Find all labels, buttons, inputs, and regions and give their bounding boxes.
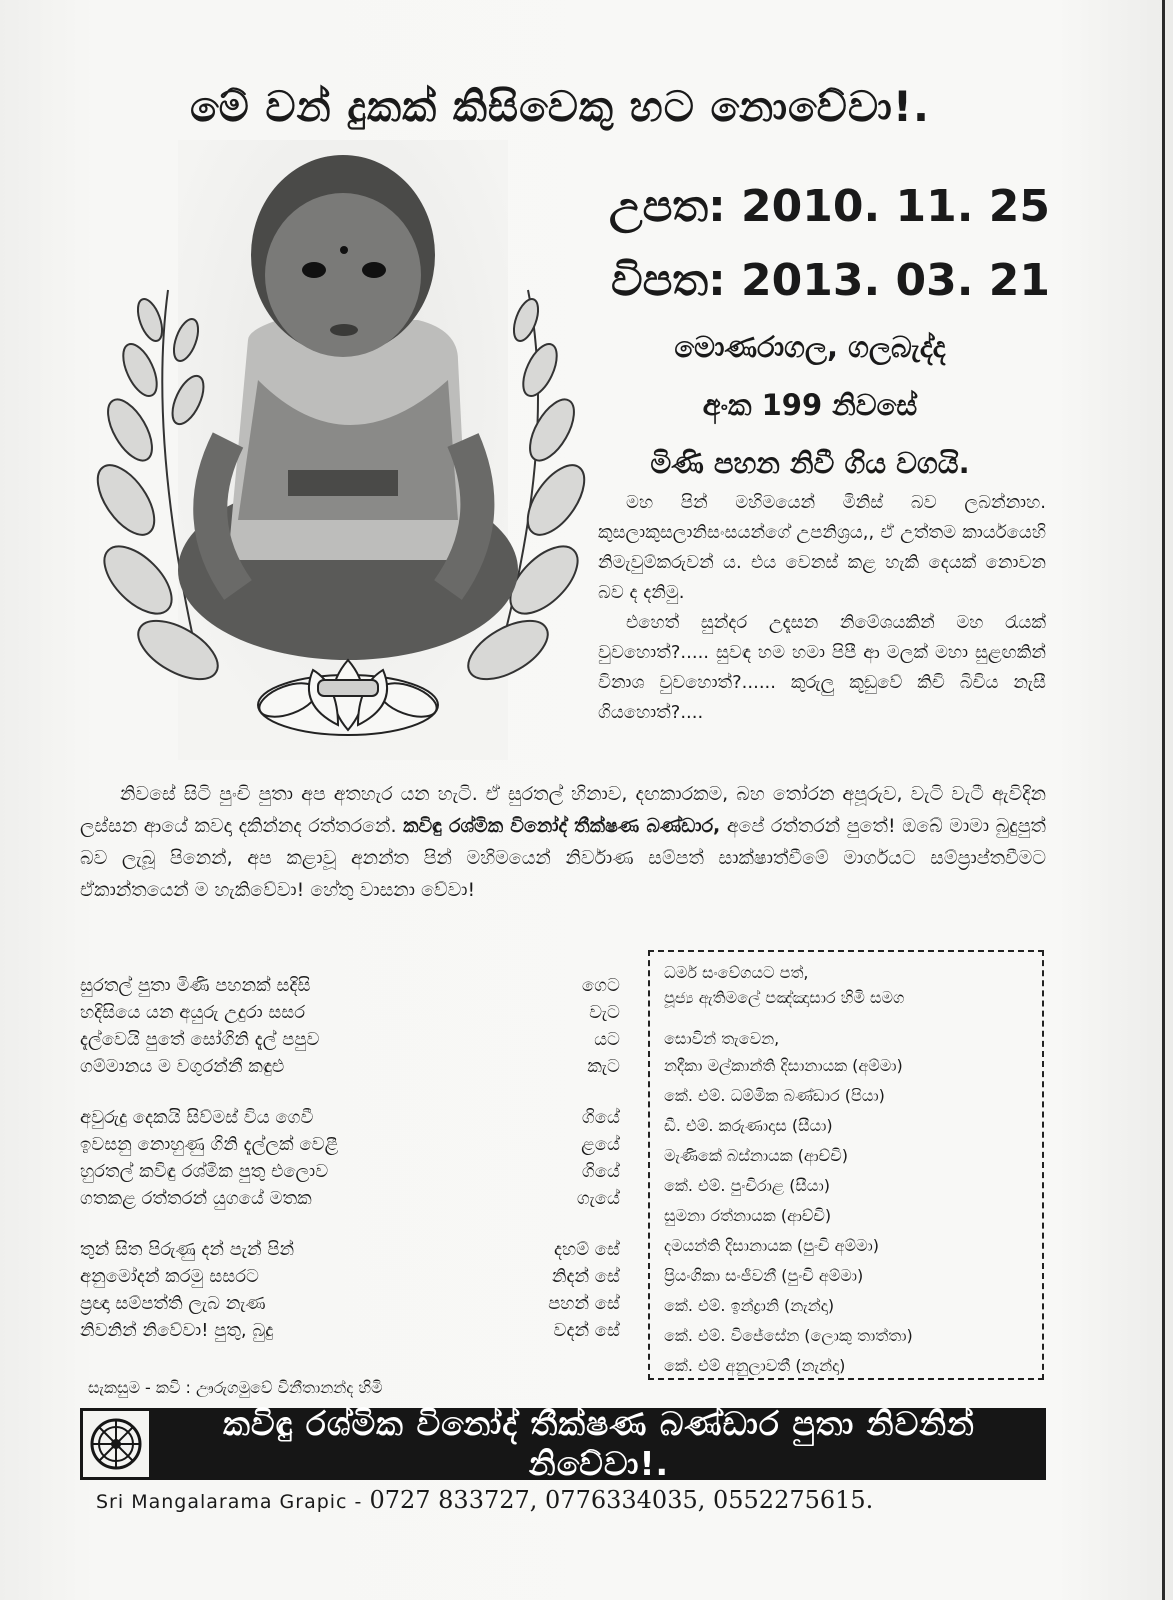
mourner-row: කේ. එම්. ධම්මික බණ්ඩාර (පියා) [664, 1086, 885, 1105]
child-name: කවිඳු රශ්මික විනෝද් තීක්ෂණ බණ්ඩාර, [403, 815, 721, 837]
poem-line [80, 1104, 632, 1131]
poem-line-text: හුරතල් කවිඳු රශ්මික පුතු එලොව [80, 1161, 329, 1182]
address-line: මිණි පහන නිවී ගිය වගයි. [650, 446, 970, 480]
poem-line [80, 999, 632, 1026]
address-block [600, 318, 1020, 492]
poem-line-end: වැට [589, 1002, 620, 1023]
poem-line-text: සුරතල් පුතා මිණි පහනක් සදිසි [80, 975, 311, 996]
poem-line [80, 1158, 632, 1185]
poem-stanza [80, 972, 632, 1080]
death-date: විපත: 2013. 03. 21 [610, 255, 1050, 306]
mourners-head-line: පූජ්‍ය ඇතිමලේ පඤ්ඤාසාර හිමි සමග [664, 988, 905, 1007]
poem-line-text: හදිසියෙ යන අයුරු උදුරා සසර [80, 1002, 306, 1023]
address-line: මොණරාගල, ගලබැද්ද [674, 330, 946, 364]
poem-line-end: ගියේ [581, 1107, 620, 1128]
poem-line-end: දහම් සේ [553, 1239, 620, 1260]
poem-line-end: නිදන් සේ [551, 1266, 620, 1287]
poem-line-end: පහන් සේ [548, 1293, 620, 1314]
poem-stanza [80, 1236, 632, 1344]
mourners-head [664, 960, 1028, 1010]
poem-line [80, 1185, 632, 1212]
poem-line [80, 1131, 632, 1158]
poem-line-text: අවුරුදු දෙකයි සිව්මස් විය ගෙවී [80, 1107, 314, 1128]
poster-title: මේ වන් දුකක් කිසිවෙකු හට නොවේවා!. [190, 82, 930, 131]
poem-line [80, 1317, 632, 1344]
mourner-row: කේ. එම් අනුලාවතී (නැන්දා) [664, 1356, 846, 1375]
poem-line [80, 1053, 632, 1080]
poem-stanza [80, 1104, 632, 1212]
poem-line-text: ගතකළ රත්තරන් යුගයේ මතක [80, 1188, 312, 1209]
footer [96, 1486, 1056, 1514]
child-photo [78, 140, 598, 770]
poem-line [80, 1026, 632, 1053]
birth-date: උපත: 2010. 11. 25 [609, 181, 1050, 232]
poem-line-end: ගියේ [581, 1161, 620, 1182]
poem-line-text: දැල්වෙයි පුතේ සෝගිනි දැල් පපුව [80, 1029, 320, 1050]
poem-line-end: කැට [587, 1056, 620, 1077]
poem-line-text: අනුමෝදන් කරමු සසරට [80, 1266, 260, 1287]
mourner-row: මැණිකේ බස්නායක (ආච්චි) [664, 1146, 848, 1165]
poem-line-text: නිවනින් නිවේවා! පුතු, බුදු [80, 1320, 274, 1341]
memorial-banner [80, 1404, 1046, 1483]
banner-text: කවිඳු රශ්මික විනෝද් තීක්ෂණ බණ්ඩාර පුතා නිවනින් නිවේවා!. [223, 1404, 975, 1483]
poem-line-end: වදන් සේ [553, 1320, 620, 1341]
mourner-row: ඩී. එම්. කරුණාදාස (සීයා) [664, 1116, 833, 1135]
dharma-wheel-icon [80, 1408, 152, 1480]
poem-line-text: ගම්මානය ම වගුරන්නී කඳුළු [80, 1056, 285, 1077]
footer-company: Sri Mangalarama Grapic - [96, 1491, 363, 1513]
main-paragraph [80, 778, 1046, 906]
poem-line-text: තුන් සිත පිරුණු දන් පැන් පින් [80, 1239, 295, 1260]
poem-line-text: ඉවසනු නොහුණු ගිනි දැල්ලක් වෙළී [80, 1134, 339, 1155]
poem-line [80, 1263, 632, 1290]
main-paragraph-b: අපේ රත්තරන් පුතේ! ඔබේ මාමා බුදුපුත් බව ලැබූ පිනෙන්, අප කළාවූ අනන්ත පින් මහිමයෙන් නිර්වාණ සම්පත් සාක්ෂාත්වීමේ මාර්ගයට සම්ප්‍රාප්තවීමට ඒකාන්තයෙන් ම හැකිවේවා! හේතු වාසනා වේවා! [80, 815, 1046, 901]
mourner-row: කේ. එම්. විජේසේන (ලොකු තාත්තා) [664, 1326, 913, 1345]
dates-block [580, 170, 1050, 318]
mourner-row: නදීකා මල්කාන්ති දිසානායක (අම්මා) [664, 1056, 903, 1075]
poem-line-end: ගෙට [581, 975, 620, 996]
main-paragraph-a: නිවසේ සිටි පුංචි පුතා අප අතහැර යන හැටි. ඒ සුරතල් හිනාව, දඟකාරකම, බහ තෝරන අපූරුව, වැටි වැටී ඇවිදින ලස්සන ආයේ කවදා දකින්නද රත්තරනේ. [80, 783, 1046, 837]
poem-line-end: යට [594, 1029, 620, 1050]
poem-line [80, 1236, 632, 1263]
mourners-box [648, 950, 1044, 1380]
intro-paragraph [598, 488, 1046, 728]
footer-phones: 0727 833727, 0776334035, 0552275615. [369, 1486, 874, 1514]
poem-credit: සැකසුම - කවි : ඌරුගමුවේ විනීතානන්ද හිමි [88, 1378, 383, 1397]
poem-line-end: ගැයේ [576, 1188, 620, 1209]
intro-paragraph-1: මහ පින් මහිමයෙන් මිනිස් බව ලබන්නාහ. කුසලාකුසලානිසංසයන්ගේ උපනිශ්‍රය,, ඒ උත්තම කාර්යයෙහි නිමැවුම්කරුවන් ය. එය වෙනස් කළ හැකි දෙයක් නොවන බව ද දනිමු. [598, 492, 1046, 603]
mourners-intro: සොවින් තැවෙන, [664, 1029, 780, 1048]
poem-line [80, 972, 632, 999]
mourner-row: සුමනා රත්නායක (ආච්චි) [664, 1206, 832, 1225]
poem [80, 972, 632, 1368]
mourners-head-line: ධර්ම සංවේගයට පත්, [664, 963, 809, 982]
poem-line [80, 1290, 632, 1317]
poem-line-end: ළයේ [581, 1134, 620, 1155]
intro-paragraph-2: එහෙත් සුන්දර උදෑසන නිමේශයකින් මහ රැයක් වුවහොත්?..... සුවඳ හම හමා පිපී ආ මලක් මහා සුළඟකින් විනාශ වුවහොත්?...... කුරුලු කූඩුවේ කිචි බිචිය නැසී ගියහොත්?.... [598, 612, 1046, 723]
address-line: අංක 199 නිවසේ [702, 388, 918, 422]
mourner-row: කේ. එම්. පුංචිරාළ (සීයා) [664, 1176, 830, 1195]
mourner-row: ප්‍රියංගිකා සංජීවනී (පුංචි අම්මා) [664, 1266, 864, 1285]
mourner-row: දමයන්ති දිසානායක (පුංචි අම්මා) [664, 1236, 879, 1255]
mourner-row: කේ. එම්. ඉන්ද්‍රානි (නැන්දා) [664, 1296, 835, 1315]
page-edge [1162, 0, 1165, 1600]
poem-line-text: ප්‍රඥා සම්පත්ති ලැබ නැණ [80, 1293, 266, 1314]
